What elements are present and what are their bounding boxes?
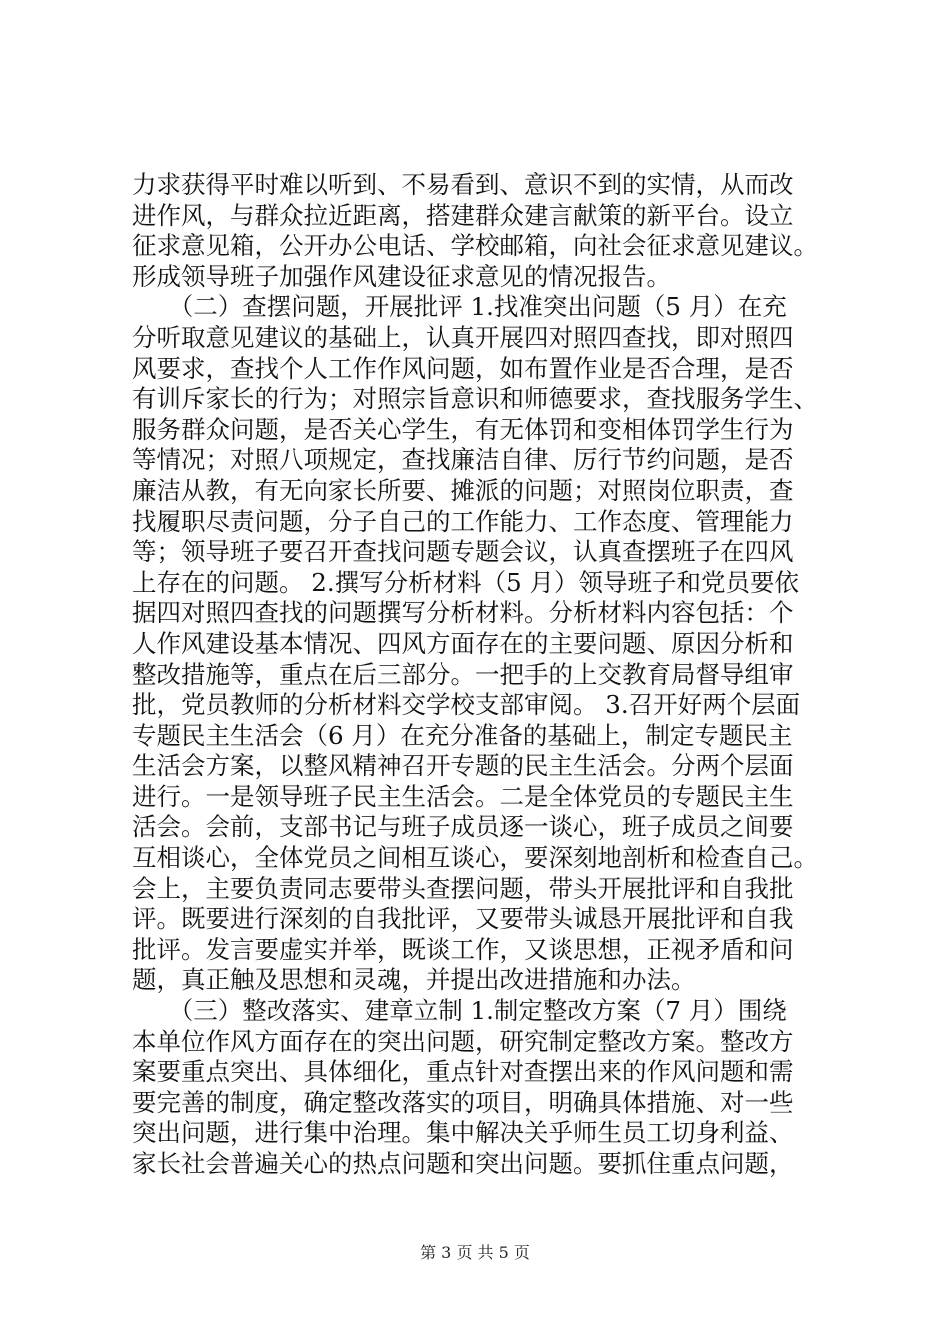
text-line: 据四对照四查找的问题撰写分析材料。分析材料内容包括：个 xyxy=(132,598,794,628)
text-line: 突出问题，进行集中治理。集中解决关乎师生员工切身利益、 xyxy=(132,1118,794,1148)
page-footer: 第 3 页 共 5 页 xyxy=(420,1243,530,1262)
text-line: 进行。一是领导班子民主生活会。二是全体党员的专题民主生 xyxy=(132,781,794,811)
text-line: 批，党员教师的分析材料交学校支部审阅。 3.召开好两个层面 xyxy=(132,690,801,720)
text-line: 上存在的问题。 2.撰写分析材料（5 月）领导班子和党员要依 xyxy=(132,567,800,597)
text-line: 形成领导班子加强作风建设征求意见的情况报告。 xyxy=(132,261,671,291)
text-line: 等情况；对照八项规定，查找廉洁自律、厉行节约问题，是否 xyxy=(132,445,794,475)
text-line: 生活会方案，以整风精神召开专题的民主生活会。分两个层面 xyxy=(132,751,794,781)
text-line: 题，真正触及思想和灵魂，并提出改进措施和办法。 xyxy=(132,965,696,995)
text-line: 有训斥家长的行为；对照宗旨意识和师德要求，查找服务学生、 xyxy=(132,384,818,414)
text-line: 要完善的制度，确定整改落实的项目，明确具体措施、对一些 xyxy=(132,1087,794,1117)
text-line: 找履职尽责问题，分子自己的工作能力、工作态度、管理能力 xyxy=(132,506,794,536)
text-line: 家长社会普遍关心的热点问题和突出问题。要抓住重点问题， xyxy=(132,1149,794,1178)
text-line: 征求意见箱，公开办公电话、学校邮箱，向社会征求意见建议。 xyxy=(132,231,818,261)
text-line: 专题民主生活会（6 月）在充分准备的基础上，制定专题民主 xyxy=(132,720,793,750)
text-line: 力求获得平时难以听到、不易看到、意识不到的实情，从而改 xyxy=(132,170,794,199)
text-line: 活会。会前，支部书记与班子成员逐一谈心，班子成员之间要 xyxy=(132,812,794,842)
text-line: 进作风，与群众拉近距离，搭建群众建言献策的新平台。设立 xyxy=(132,200,794,230)
text-line: 廉洁从教，有无向家长所要、摊派的问题；对照岗位职责，查 xyxy=(132,475,794,505)
text-line: 人作风建设基本情况、四风方面存在的主要问题、原因分析和 xyxy=(132,628,794,658)
text-line: 会上，主要负责同志要带头查摆问题，带头开展批评和自我批 xyxy=(132,873,794,903)
text-line: 分听取意见建议的基础上，认真开展四对照四查找，即对照四 xyxy=(132,322,794,352)
text-line: 服务群众问题，是否关心学生，有无体罚和变相体罚学生行为 xyxy=(132,414,794,444)
text-line: （二）查摆问题，开展批评 1.找准突出问题（5 月）在充 xyxy=(132,292,787,322)
text-line: 案要重点突出、具体细化，重点针对查摆出来的作风问题和需 xyxy=(132,1057,794,1087)
text-line: （三）整改落实、建章立制 1.制定整改方案（7 月）围绕 xyxy=(132,996,787,1026)
text-line: 互相谈心，全体党员之间相互谈心，要深刻地剖析和检查自己。 xyxy=(132,843,818,873)
document-body xyxy=(132,170,832,1180)
text-line: 本单位作风方面存在的突出问题，研究制定整改方案。整改方 xyxy=(132,1026,794,1056)
text-line: 整改措施等，重点在后三部分。一把手的上交教育局督导组审 xyxy=(132,659,794,689)
text-line: 评。既要进行深刻的自我批评，又要带头诚恳开展批评和自我 xyxy=(132,904,794,934)
text-line: 风要求，查找个人工作作风问题，如布置作业是否合理，是否 xyxy=(132,353,794,383)
text-line: 等；领导班子要召开查找问题专题会议，认真查摆班子在四风 xyxy=(132,537,794,567)
text-line: 批评。发言要虚实并举，既谈工作，又谈思想，正视矛盾和问 xyxy=(132,934,794,964)
